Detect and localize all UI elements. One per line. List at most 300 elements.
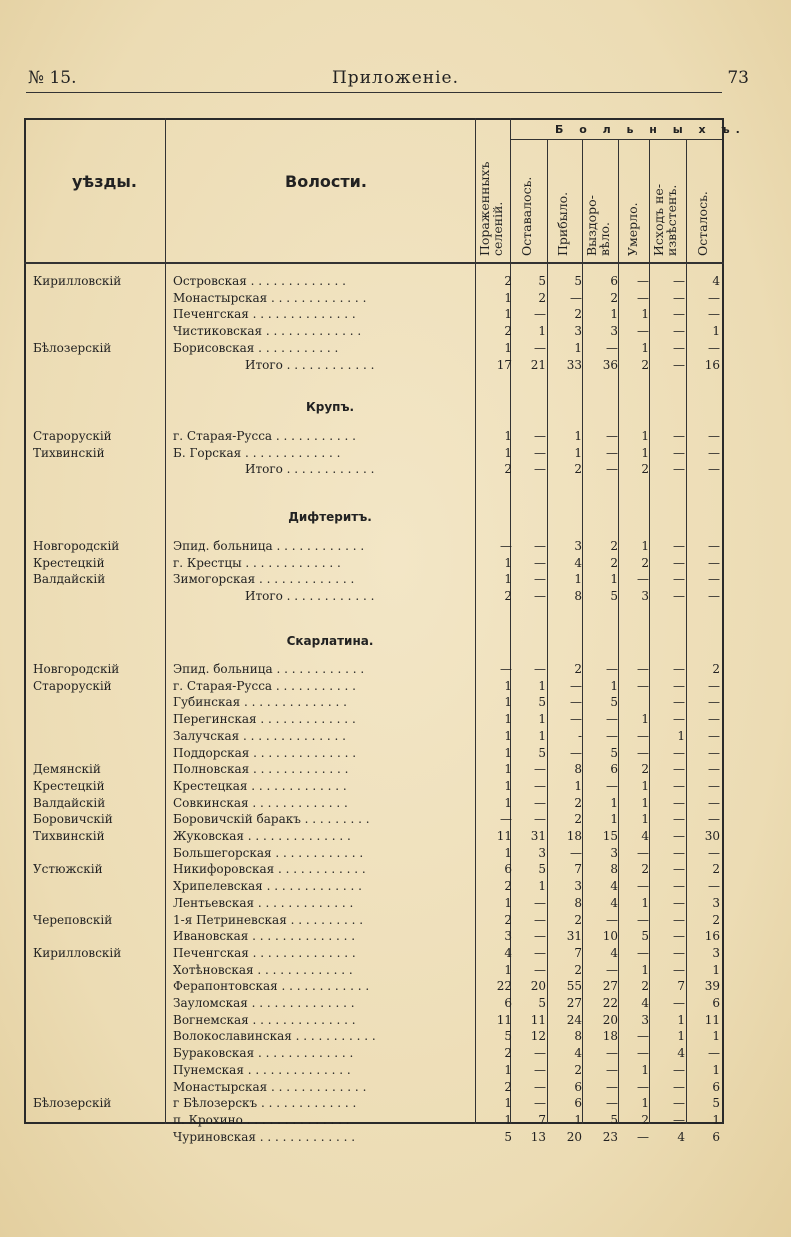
cell-remained-before: — — [534, 812, 546, 827]
cell-arrived: — — [570, 845, 582, 860]
cell-uezd: Демянскій — [33, 762, 101, 777]
cell-arrived: 8 — [574, 895, 582, 910]
cell-recovered: 6 — [610, 762, 618, 777]
cell-died: 2 — [641, 1112, 649, 1127]
cell-arrived: 2 — [574, 662, 582, 676]
cell-remained: — — [708, 462, 720, 477]
column-remained: Осталось. — [695, 191, 710, 256]
cell-arrived: 3 — [574, 879, 582, 894]
cell-unknown: — — [673, 996, 685, 1010]
section-title: Скарлатина. — [286, 634, 374, 648]
cell-arrived: 31 — [566, 929, 582, 944]
section-title: Крупъ. — [305, 400, 355, 414]
cell-remained: — — [708, 539, 720, 553]
cell-volost: Борисовская . . . . . . . . . . . — [173, 340, 339, 355]
cell-uezd: Череповскій — [33, 912, 113, 927]
cell-recovered: 36 — [602, 357, 618, 372]
cell-unknown: — — [673, 778, 685, 793]
cell-recovered: 2 — [610, 290, 618, 305]
cell-unknown: — — [673, 829, 685, 843]
cell-volost: Губинская . . . . . . . . . . . . . . — [173, 695, 347, 710]
group-rule — [510, 139, 722, 140]
cell-remained-before: 12 — [530, 1029, 546, 1044]
cell-volost: Островская . . . . . . . . . . . . . — [173, 274, 346, 288]
cell-remained-before: — — [534, 929, 546, 944]
cell-settlements: 5 — [504, 1129, 512, 1144]
cell-remained: 4 — [712, 274, 720, 288]
cell-died: — — [637, 1029, 649, 1044]
section-title: Дифтеритъ. — [288, 510, 372, 524]
cell-unknown: 7 — [677, 979, 685, 994]
cell-recovered: — — [606, 340, 618, 355]
cell-arrived: 2 — [574, 1062, 582, 1077]
cell-volost: Волокославинская . . . . . . . . . . . — [173, 1029, 376, 1044]
table-row — [0, 1028, 791, 1045]
cell-settlements: 1 — [504, 1112, 512, 1127]
cell-volost: Печенгская . . . . . . . . . . . . . . — [173, 945, 356, 960]
cell-recovered: 2 — [610, 555, 618, 570]
cell-recovered: — — [606, 1046, 618, 1061]
header-bottom-rule — [24, 262, 724, 264]
cell-arrived: 24 — [566, 1012, 582, 1027]
cell-remained-before: — — [534, 662, 546, 676]
cell-unknown: 4 — [677, 1129, 685, 1144]
cell-unknown: — — [673, 912, 685, 927]
cell-unknown: — — [673, 745, 685, 760]
cell-recovered: — — [606, 1079, 618, 1094]
cell-recovered: 23 — [602, 1129, 618, 1144]
cell-volost: п. Крохино . . . . . . . . . . . . . . — [173, 1112, 350, 1127]
table-row — [0, 306, 791, 323]
cell-remained: — — [708, 1046, 720, 1061]
cell-volost: Чистиковская . . . . . . . . . . . . . — [173, 324, 362, 339]
cell-settlements: 1 — [504, 572, 512, 587]
table-row — [0, 1129, 791, 1146]
cell-uezd: Новгородскій — [33, 539, 120, 553]
column-unknown: Исходъ не- извѣстенъ. — [651, 183, 679, 256]
cell-volost: Вогнемская . . . . . . . . . . . . . . — [173, 1012, 356, 1027]
table-row — [0, 878, 791, 895]
cell-recovered: — — [606, 445, 618, 460]
cell-died: 2 — [641, 357, 649, 372]
cell-remained: 16 — [704, 929, 720, 944]
cell-remained-before: 5 — [538, 695, 546, 710]
cell-settlements: 2 — [504, 324, 512, 339]
cell-unknown: — — [673, 945, 685, 960]
cell-recovered: 1 — [610, 795, 618, 810]
cell-uezd: Бѣлозерскій — [33, 1096, 112, 1111]
cell-volost: Пунемская . . . . . . . . . . . . . . — [173, 1062, 351, 1077]
cell-settlements: 1 — [504, 445, 512, 460]
cell-unknown: — — [673, 290, 685, 305]
cell-volost: Чуриновская . . . . . . . . . . . . . — [173, 1129, 356, 1144]
cell-remained-before: 20 — [530, 979, 546, 994]
cell-remained-before: — — [534, 962, 546, 977]
cell-died: — — [637, 845, 649, 860]
cell-recovered: 1 — [610, 572, 618, 587]
cell-arrived: 27 — [566, 996, 582, 1010]
table-row — [0, 1012, 791, 1029]
cell-remained-before: 11 — [530, 1012, 546, 1027]
cell-settlements: 3 — [504, 929, 512, 944]
cell-settlements: — — [500, 539, 512, 553]
cell-died: 3 — [641, 589, 649, 604]
cell-arrived: 1 — [574, 429, 582, 443]
cell-settlements: 1 — [504, 307, 512, 322]
cell-settlements: 1 — [504, 962, 512, 977]
cell-remained-before: 3 — [538, 845, 546, 860]
cell-volost: Монастырская . . . . . . . . . . . . . — [173, 290, 367, 305]
cell-uezd: Тихвинскій — [33, 829, 105, 843]
cell-recovered: 4 — [610, 879, 618, 894]
cell-volost: Залучская . . . . . . . . . . . . . . — [173, 728, 346, 743]
cell-remained-before: — — [534, 572, 546, 587]
cell-remained: — — [708, 445, 720, 460]
cell-died: — — [637, 912, 649, 927]
cell-arrived: 2 — [574, 812, 582, 827]
cell-remained: 2 — [712, 862, 720, 877]
table-row — [0, 912, 791, 929]
cell-arrived: 6 — [574, 1096, 582, 1111]
cell-uezd: Бѣлозерскій — [33, 340, 112, 355]
column-remained-before: Оставалось. — [519, 176, 534, 256]
cell-unknown: — — [673, 324, 685, 339]
cell-volost: Печенгская . . . . . . . . . . . . . . — [173, 307, 356, 322]
cell-unknown: — — [673, 762, 685, 777]
cell-remained-before: 31 — [530, 829, 546, 843]
cell-recovered: 18 — [602, 1029, 618, 1044]
cell-settlements: 1 — [504, 745, 512, 760]
cell-remained-before: — — [534, 1079, 546, 1094]
cell-died: 1 — [641, 895, 649, 910]
table-row — [0, 445, 791, 462]
cell-remained: 6 — [712, 996, 720, 1010]
cell-died: — — [637, 324, 649, 339]
cell-remained-before: — — [534, 895, 546, 910]
cell-uezd: Новгородскій — [33, 662, 120, 676]
cell-settlements: 2 — [504, 879, 512, 894]
cell-died: 1 — [641, 445, 649, 460]
cell-volost: 1-я Петриневская . . . . . . . . . . — [173, 912, 364, 927]
cell-died: 1 — [641, 340, 649, 355]
cell-arrived: — — [570, 695, 582, 710]
cell-unknown: — — [673, 695, 685, 710]
table-row — [0, 778, 791, 795]
cell-arrived: - — [577, 728, 582, 743]
cell-died: 1 — [641, 962, 649, 977]
column-uezd: уѣзды. — [72, 172, 137, 191]
cell-volost: Ивановская . . . . . . . . . . . . . . — [173, 929, 356, 944]
cell-remained-before: 1 — [538, 712, 546, 727]
cell-died: 1 — [641, 778, 649, 793]
cell-remained-before: 5 — [538, 745, 546, 760]
cell-unknown: — — [673, 589, 685, 604]
cell-unknown: — — [673, 340, 685, 355]
cell-died: — — [637, 290, 649, 305]
cell-remained: 3 — [712, 945, 720, 960]
cell-remained-before: — — [534, 795, 546, 810]
cell-arrived: 7 — [574, 862, 582, 877]
cell-recovered: 22 — [602, 996, 618, 1010]
cell-remained: — — [708, 812, 720, 827]
cell-remained-before: 7 — [538, 1112, 546, 1127]
cell-unknown: — — [673, 879, 685, 894]
cell-died: — — [637, 1079, 649, 1094]
cell-remained: — — [708, 307, 720, 322]
cell-recovered: 5 — [610, 1112, 618, 1127]
cell-remained-before: — — [534, 1046, 546, 1061]
cell-settlements: 11 — [496, 1012, 512, 1027]
cell-unknown: 1 — [677, 728, 685, 743]
cell-remained: — — [708, 762, 720, 777]
cell-remained: 16 — [704, 357, 720, 372]
cell-arrived: 1 — [574, 1112, 582, 1127]
table-row — [0, 694, 791, 711]
cell-unknown: 4 — [677, 1046, 685, 1061]
cell-uezd: Старорускій — [33, 678, 112, 693]
cell-unknown: — — [673, 1112, 685, 1127]
cell-volost: Бураковская . . . . . . . . . . . . . — [173, 1046, 354, 1061]
cell-remained-before: — — [534, 429, 546, 443]
cell-settlements: — — [500, 662, 512, 676]
cell-remained-before: — — [534, 555, 546, 570]
cell-died: — — [637, 1129, 649, 1144]
cell-volost: г Бѣлозерскъ . . . . . . . . . . . . . — [173, 1096, 357, 1111]
cell-settlements: 1 — [504, 762, 512, 777]
cell-recovered: 4 — [610, 945, 618, 960]
cell-arrived: 8 — [574, 762, 582, 777]
table-row — [0, 978, 791, 995]
cell-recovered: 15 — [602, 829, 618, 843]
cell-arrived: 33 — [566, 357, 582, 372]
cell-remained: 39 — [704, 979, 720, 994]
cell-volost: Зауломская . . . . . . . . . . . . . . — [173, 996, 355, 1010]
cell-recovered: 10 — [602, 929, 618, 944]
cell-remained: — — [708, 879, 720, 894]
cell-unknown: — — [673, 929, 685, 944]
table-row — [0, 290, 791, 307]
cell-settlements: 22 — [496, 979, 512, 994]
cell-died: — — [637, 274, 649, 288]
cell-remained: — — [708, 778, 720, 793]
cell-remained-before: — — [534, 762, 546, 777]
cell-recovered: — — [606, 1096, 618, 1111]
cell-unknown: — — [673, 572, 685, 587]
cell-died: 1 — [641, 795, 649, 810]
cell-volost: Итого . . . . . . . . . . . . — [245, 357, 375, 372]
column-settlements: Пораженныхъ селеній. — [477, 161, 505, 256]
cell-arrived: 1 — [574, 572, 582, 587]
cell-volost: Итого . . . . . . . . . . . . — [245, 589, 375, 604]
table-row — [0, 1045, 791, 1062]
table-row — [0, 340, 791, 357]
cell-remained-before: 13 — [530, 1129, 546, 1144]
cell-remained: 11 — [704, 1012, 720, 1027]
cell-settlements: 4 — [504, 945, 512, 960]
cell-settlements: 1 — [504, 555, 512, 570]
cell-arrived: 4 — [574, 1046, 582, 1061]
cell-died: — — [637, 879, 649, 894]
cell-died: — — [637, 745, 649, 760]
table-row — [0, 1112, 791, 1129]
cell-arrived: 2 — [574, 962, 582, 977]
cell-unknown: — — [673, 962, 685, 977]
header-rule — [26, 92, 722, 93]
cell-arrived: 55 — [566, 979, 582, 994]
column-recovered: Выздоро- вѣло. — [584, 195, 612, 256]
cell-remained: 6 — [712, 1079, 720, 1094]
cell-recovered: 20 — [602, 1012, 618, 1027]
cell-volost: Хотѣновская . . . . . . . . . . . . . — [173, 962, 353, 977]
cell-settlements: 1 — [504, 678, 512, 693]
cell-died: 3 — [641, 1012, 649, 1027]
cell-volost: г. Старая-Русса . . . . . . . . . . . — [173, 429, 356, 443]
cell-settlements: — — [500, 812, 512, 827]
page-title: Приложеніе. — [331, 68, 459, 88]
cell-remained-before: — — [534, 539, 546, 553]
cell-settlements: 1 — [504, 1096, 512, 1111]
cell-died: — — [637, 728, 649, 743]
cell-died: 4 — [641, 829, 649, 843]
cell-remained-before: 1 — [538, 324, 546, 339]
cell-settlements: 1 — [504, 290, 512, 305]
cell-recovered: — — [606, 429, 618, 443]
cell-died: 1 — [641, 307, 649, 322]
table-row — [0, 861, 791, 878]
table-row — [0, 945, 791, 962]
cell-remained-before: — — [534, 445, 546, 460]
cell-unknown: — — [673, 1096, 685, 1111]
cell-recovered: 5 — [610, 695, 618, 710]
table-row — [0, 711, 791, 728]
cell-settlements: 17 — [496, 357, 512, 372]
cell-remained: — — [708, 429, 720, 443]
cell-settlements: 5 — [504, 1029, 512, 1044]
cell-unknown: — — [673, 555, 685, 570]
cell-arrived: 1 — [574, 340, 582, 355]
cell-unknown: — — [673, 307, 685, 322]
cell-remained: 5 — [712, 1096, 720, 1111]
cell-settlements: 1 — [504, 429, 512, 443]
cell-remained-before: — — [534, 307, 546, 322]
cell-volost: Большегорская . . . . . . . . . . . . — [173, 845, 364, 860]
cell-arrived: 2 — [574, 462, 582, 477]
cell-volost: г. Крестцы . . . . . . . . . . . . . — [173, 555, 341, 570]
cell-remained: — — [708, 340, 720, 355]
table-row — [0, 1095, 791, 1112]
table-row — [0, 1079, 791, 1096]
cell-uezd: Валдайскій — [33, 572, 106, 587]
cell-uezd: Валдайскій — [33, 795, 106, 810]
cell-recovered: — — [606, 728, 618, 743]
cell-recovered: 1 — [610, 812, 618, 827]
cell-unknown: — — [673, 812, 685, 827]
cell-unknown: — — [673, 1079, 685, 1094]
cell-volost: Боровичскій баракъ . . . . . . . . . — [173, 812, 370, 827]
cell-remained-before: — — [534, 1062, 546, 1077]
cell-recovered: 8 — [610, 862, 618, 877]
cell-remained: 1 — [712, 962, 720, 977]
cell-recovered: 2 — [610, 539, 618, 553]
table-row — [0, 761, 791, 778]
cell-uezd: Старорускій — [33, 429, 112, 443]
cell-uezd: Кирилловскій — [33, 274, 122, 288]
cell-recovered: 6 — [610, 274, 618, 288]
cell-uezd: Крестецкій — [33, 555, 105, 570]
cell-unknown: — — [673, 429, 685, 443]
table-row — [0, 895, 791, 912]
cell-unknown: — — [673, 795, 685, 810]
cell-remained: — — [708, 728, 720, 743]
table-row — [0, 588, 791, 605]
cell-recovered: — — [606, 462, 618, 477]
cell-volost: Никифоровская . . . . . . . . . . . . — [173, 862, 366, 877]
cell-arrived: 3 — [574, 324, 582, 339]
cell-arrived: — — [570, 678, 582, 693]
cell-volost: Хрипелевская . . . . . . . . . . . . . — [173, 879, 362, 894]
cell-uezd: Устюжскій — [33, 862, 103, 877]
cell-remained-before: 5 — [538, 274, 546, 288]
cell-remained: 3 — [712, 895, 720, 910]
cell-volost: Б. Горская . . . . . . . . . . . . . — [173, 445, 341, 460]
cell-died: — — [637, 1046, 649, 1061]
cell-recovered: 5 — [610, 589, 618, 604]
cell-volost: Крестецкая . . . . . . . . . . . . . — [173, 778, 347, 793]
cell-died: 1 — [641, 539, 649, 553]
column-died: Умерло. — [625, 202, 640, 256]
cell-volost: Лентьевская . . . . . . . . . . . . . — [173, 895, 354, 910]
column-arrived: Прибыло. — [555, 191, 570, 256]
cell-died: 4 — [641, 996, 649, 1010]
cell-recovered: 1 — [610, 678, 618, 693]
cell-settlements: 6 — [504, 996, 512, 1010]
cell-settlements: 2 — [504, 1079, 512, 1094]
cell-volost: Эпид. больница . . . . . . . . . . . . — [173, 539, 365, 553]
cell-unknown: — — [673, 895, 685, 910]
cell-unknown: — — [673, 357, 685, 372]
cell-volost: Перегинская . . . . . . . . . . . . . — [173, 712, 356, 727]
table-row — [0, 678, 791, 695]
cell-remained: — — [708, 290, 720, 305]
cell-unknown: — — [673, 662, 685, 676]
table-row — [0, 811, 791, 828]
cell-remained: — — [708, 589, 720, 604]
cell-recovered: — — [606, 962, 618, 977]
cell-volost: Поддорская . . . . . . . . . . . . . . — [173, 745, 357, 760]
cell-died: 2 — [641, 462, 649, 477]
cell-unknown: — — [673, 445, 685, 460]
cell-settlements: 2 — [504, 462, 512, 477]
cell-remained: — — [708, 795, 720, 810]
cell-died: — — [637, 678, 649, 693]
cell-recovered: — — [606, 778, 618, 793]
table-row — [0, 461, 791, 478]
cell-settlements: 1 — [504, 845, 512, 860]
cell-arrived: 7 — [574, 945, 582, 960]
cell-unknown: — — [673, 862, 685, 877]
cell-settlements: 1 — [504, 712, 512, 727]
cell-uezd: Тихвинскій — [33, 445, 105, 460]
cell-remained-before: — — [534, 912, 546, 927]
cell-recovered: — — [606, 1062, 618, 1077]
cell-settlements: 2 — [504, 912, 512, 927]
table-row — [0, 357, 791, 374]
cell-remained: — — [708, 572, 720, 587]
cell-remained: — — [708, 745, 720, 760]
cell-remained: 6 — [712, 1129, 720, 1144]
cell-died: 1 — [641, 812, 649, 827]
table-row — [0, 745, 791, 762]
